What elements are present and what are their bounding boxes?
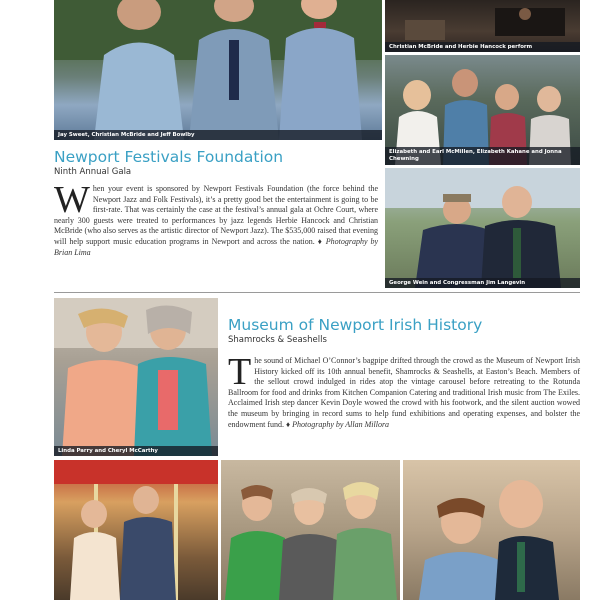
photo-carousel-couple [54,460,218,600]
photo-couple-portrait [403,460,580,600]
section-divider [54,292,580,293]
photo-caption: Jay Sweet, Christian McBride and Jeff Bowlby [54,130,382,140]
article-body [54,179,379,258]
photo-illustration [54,298,218,456]
photo-caption: Linda Parry and Cheryl McCarthy [54,446,218,456]
article-body [228,351,580,430]
article-body-text: hen your event is sponsored by Newport Festivals Foundation (the force behind the Newport Jazz and Folk Festivals), it’s a pretty good bet the entertainment is going to be first-rate. That was certainly the case at the festival’s annual gala at Ochre Court, where nearly 300 guests were treated to performances by jazz legends Herbie Hancock and Christian McBride (who also serves as the artistic director of Newport Jazz). The $535,000 raised that evening will help support music education programs in Newport and across the nation. [54,184,378,246]
drop-cap: W [54,179,90,221]
photo-credit: Photography by Allan Millora [292,419,390,429]
photo-three-women [221,460,400,600]
photo-illustration [54,0,382,140]
photo-illustration [385,168,580,288]
photo-george-wein-jim-langevin [385,168,580,288]
photo-caption: George Wein and Congressman Jim Langevin [385,278,580,288]
article-title: Museum of Newport Irish History [228,316,483,334]
drop-cap: T [228,351,252,393]
photo-credit: Photography by Brian Lima [54,236,379,257]
photo-jay-sweet-christian-mcbride-jeff-bowlby [54,0,382,140]
photo-illustration [221,460,400,600]
photo-linda-parry-cheryl-mccarthy [54,298,218,456]
article-subtitle: Ninth Annual Gala [54,167,132,177]
article-body-text: he sound of Michael O’Connor’s bagpipe drifted through the crowd as the Museum of Newport Irish History kicked off its 10th annual benefit, Shamrocks & Seashells, at Easton’s Beach. Members of the sellout crowd indulged in rides atop the vintage carousel before retreating to the Rotunda Ballroom for food and drinks from Kitchen Companion Catering and traditional Irish music from The Exiles. Acclaimed Irish step dancer Kevin Doyle wowed the crowd with his footwork, and the silent auction wowed the museum by bringing in record sums to help fund exhibitions and operating expenses, and bolster the endowment fund. [228,356,580,429]
photo-mcmillen-kahane-chewning [385,55,580,165]
photo-illustration [403,460,580,600]
photo-caption: Christian McBride and Herbie Hancock perform [385,42,580,52]
photo-credit-icon: ♦ [286,419,291,429]
photo-credit-icon: ♦ [317,236,323,246]
photo-illustration [54,460,218,600]
photo-christian-mcbride-herbie-hancock [385,0,580,52]
article-title: Newport Festivals Foundation [54,148,284,166]
photo-caption: Elizabeth and Earl McMillen, Elizabeth Kahane and Jonna Chewning [385,147,580,165]
article-subtitle: Shamrocks & Seashells [228,335,327,345]
